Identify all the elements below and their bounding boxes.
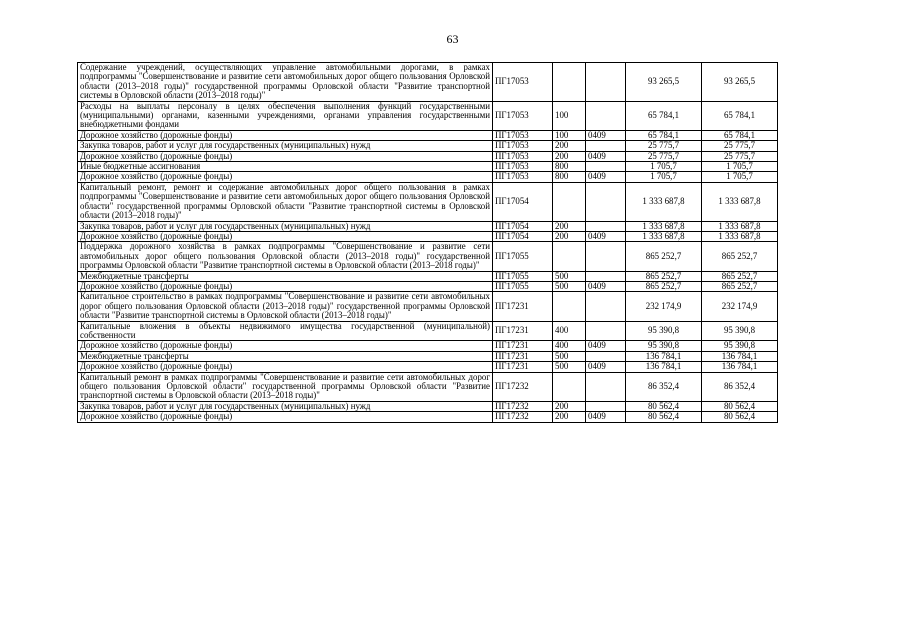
row-code: ПГ17232 [493,401,553,411]
row-amount-2: 232 174,9 [702,292,778,321]
row-expense-type [553,182,586,221]
row-amount-1: 93 265,5 [626,63,702,102]
row-amount-1: 1 705,7 [626,162,702,172]
row-amount-1: 65 784,1 [626,130,702,140]
row-code: ПГ17232 [493,372,553,401]
row-name: Дорожное хозяйство (дорожные фонды) [78,151,493,161]
row-expense-type: 100 [553,101,586,130]
row-expense-type: 200 [553,231,586,241]
table-row [78,63,778,102]
row-name: Закупка товаров, работ и услуг для государственных (муниципальных) нужд [78,221,493,231]
row-expense-type: 500 [553,362,586,372]
row-amount-2: 1 333 687,8 [702,182,778,221]
row-amount-1: 25 775,7 [626,141,702,151]
row-amount-2: 25 775,7 [702,151,778,161]
row-section: 0409 [586,130,626,140]
row-section [586,401,626,411]
row-expense-type: 500 [553,271,586,281]
table-row [78,242,778,271]
row-expense-type: 100 [553,130,586,140]
row-code: ПГ17055 [493,242,553,271]
row-section [586,271,626,281]
row-name: Расходы на выплаты персоналу в целях обеспечения выполнения функций государственными (муниципальными) органами, казенными учреждениями, органами управления государственными внебюджетными фондами [78,101,493,130]
row-expense-type: 200 [553,401,586,411]
row-amount-2: 65 784,1 [702,130,778,140]
row-amount-1: 65 784,1 [626,101,702,130]
row-amount-1: 136 784,1 [626,351,702,361]
row-expense-type [553,242,586,271]
row-expense-type: 200 [553,221,586,231]
table-row [78,271,778,281]
row-amount-1: 25 775,7 [626,151,702,161]
table-row [78,130,778,140]
row-code: ПГ17231 [493,292,553,321]
row-code: ПГ17231 [493,341,553,351]
table-row [78,172,778,182]
row-section [586,63,626,102]
row-section [586,292,626,321]
row-amount-2: 93 265,5 [702,63,778,102]
table-row [78,182,778,221]
row-amount-1: 95 390,8 [626,341,702,351]
table-row [78,281,778,291]
row-section: 0409 [586,281,626,291]
row-name: Межбюджетные трансферты [78,351,493,361]
row-amount-2: 1 333 687,8 [702,231,778,241]
table-row [78,162,778,172]
row-amount-2: 1 705,7 [702,172,778,182]
row-amount-2: 136 784,1 [702,362,778,372]
table-row [78,412,778,422]
row-amount-1: 86 352,4 [626,372,702,401]
row-code: ПГ17053 [493,63,553,102]
row-amount-1: 865 252,7 [626,271,702,281]
budget-table [77,62,778,423]
row-amount-1: 232 174,9 [626,292,702,321]
row-name: Дорожное хозяйство (дорожные фонды) [78,412,493,422]
row-expense-type: 200 [553,141,586,151]
row-amount-2: 865 252,7 [702,281,778,291]
row-code: ПГ17232 [493,412,553,422]
row-amount-2: 865 252,7 [702,242,778,271]
row-expense-type: 500 [553,281,586,291]
row-expense-type: 400 [553,321,586,341]
row-section [586,321,626,341]
row-name: Дорожное хозяйство (дорожные фонды) [78,231,493,241]
row-name: Дорожное хозяйство (дорожные фонды) [78,281,493,291]
row-section [586,351,626,361]
row-section [586,242,626,271]
row-section: 0409 [586,231,626,241]
row-amount-2: 80 562,4 [702,401,778,411]
table-row [78,341,778,351]
row-expense-type [553,372,586,401]
row-amount-1: 136 784,1 [626,362,702,372]
row-expense-type: 200 [553,151,586,161]
row-amount-1: 1 333 687,8 [626,221,702,231]
row-section [586,182,626,221]
row-code: ПГ17053 [493,141,553,151]
row-code: ПГ17054 [493,231,553,241]
row-expense-type: 200 [553,412,586,422]
table-row [78,292,778,321]
table-row [78,141,778,151]
row-amount-2: 95 390,8 [702,341,778,351]
row-code: ПГ17231 [493,321,553,341]
row-name: Поддержка дорожного хозяйства в рамках подпрограммы "Совершенствование и развитие сети автомобильных дорог общего пользования Орловской области (2013–2018 годы)" государственной программы Орловской области "Развитие транспортной системы в Орловской области (2013–2018 годы)" [78,242,493,271]
row-code: ПГ17055 [493,281,553,291]
row-expense-type: 800 [553,162,586,172]
row-name: Закупка товаров, работ и услуг для государственных (муниципальных) нужд [78,401,493,411]
row-name: Содержание учреждений, осуществляющих управление автомобильными дорогами, в рамках подпрограммы "Совершенствование и развитие сети автомобильных дорог общего пользования Орловской области (2013–2018 годы)" государственной программы Орловской области "Развитие транспортной системы в Орловской области (2013–2018 годы)" [78,63,493,102]
row-section: 0409 [586,412,626,422]
row-amount-2: 65 784,1 [702,101,778,130]
table-row [78,351,778,361]
row-section [586,162,626,172]
row-name: Дорожное хозяйство (дорожные фонды) [78,341,493,351]
row-expense-type: 400 [553,341,586,351]
row-expense-type [553,63,586,102]
row-amount-2: 1 333 687,8 [702,221,778,231]
row-amount-2: 86 352,4 [702,372,778,401]
row-code: ПГ17053 [493,172,553,182]
row-expense-type: 800 [553,172,586,182]
row-section: 0409 [586,341,626,351]
row-name: Дорожное хозяйство (дорожные фонды) [78,172,493,182]
row-expense-type: 500 [553,351,586,361]
row-amount-1: 1 705,7 [626,172,702,182]
table-row [78,231,778,241]
row-section [586,372,626,401]
table-row [78,221,778,231]
row-code: ПГ17053 [493,130,553,140]
row-amount-1: 865 252,7 [626,281,702,291]
row-section [586,101,626,130]
row-amount-2: 136 784,1 [702,351,778,361]
row-name: Капитальное строительство в рамках подпрограммы "Совершенствование и развитие сети автомобильных дорог общего пользования Орловской области (2013–2018 годы)" государственной программы Орловской области "Развитие транспортной системы в Орловской области (2013–2018 годы)" [78,292,493,321]
row-expense-type [553,292,586,321]
row-name: Капитальный ремонт, ремонт и содержание автомобильных дорог общего пользования в рамках подпрограммы "Совершенствование и развитие сети автомобильных дорог общего пользования Орловской области" государственной программы Орловской области "Развитие транспортной системы в Орловской области (2013–2018 годы)" [78,182,493,221]
row-section [586,221,626,231]
row-code: ПГ17231 [493,362,553,372]
row-section: 0409 [586,172,626,182]
row-amount-1: 1 333 687,8 [626,182,702,221]
row-code: ПГ17053 [493,162,553,172]
row-section: 0409 [586,362,626,372]
table-row [78,401,778,411]
budget-table-body [78,63,778,423]
row-code: ПГ17054 [493,221,553,231]
row-amount-2: 25 775,7 [702,141,778,151]
row-name: Иные бюджетные ассигнования [78,162,493,172]
row-name: Межбюджетные трансферты [78,271,493,281]
row-name: Закупка товаров, работ и услуг для государственных (муниципальных) нужд [78,141,493,151]
row-name: Капитальные вложения в объекты недвижимого имущества государственной (муниципальной) собственности [78,321,493,341]
row-amount-2: 865 252,7 [702,271,778,281]
row-amount-1: 80 562,4 [626,401,702,411]
table-row [78,372,778,401]
row-name: Дорожное хозяйство (дорожные фонды) [78,362,493,372]
row-code: ПГ17231 [493,351,553,361]
table-row [78,151,778,161]
row-section: 0409 [586,151,626,161]
table-row [78,362,778,372]
row-amount-2: 95 390,8 [702,321,778,341]
page-number: 63 [446,32,459,46]
row-code: ПГ17054 [493,182,553,221]
row-code: ПГ17053 [493,151,553,161]
row-amount-2: 1 705,7 [702,162,778,172]
row-name: Дорожное хозяйство (дорожные фонды) [78,130,493,140]
row-section [586,141,626,151]
table-row [78,321,778,341]
row-amount-1: 865 252,7 [626,242,702,271]
row-name: Капитальный ремонт в рамках подпрограммы "Совершенствование и развитие сети автомобильных дорог общего пользования Орловской области" государственной программы Орловской области "Развитие транспортной системы в Орловской области (2013–2018 годы)" [78,372,493,401]
row-code: ПГ17053 [493,101,553,130]
row-amount-1: 80 562,4 [626,412,702,422]
row-code: ПГ17055 [493,271,553,281]
row-amount-1: 95 390,8 [626,321,702,341]
row-amount-2: 80 562,4 [702,412,778,422]
table-row [78,101,778,130]
row-amount-1: 1 333 687,8 [626,231,702,241]
